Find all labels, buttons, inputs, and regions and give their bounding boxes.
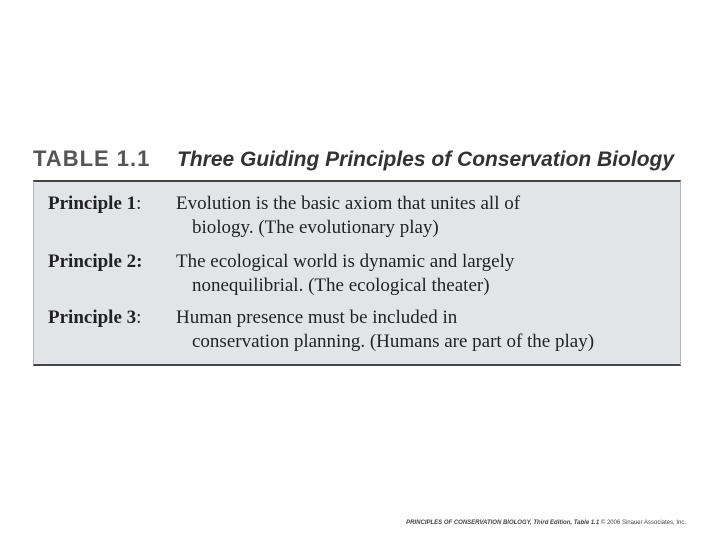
principles-table [33,180,681,366]
row-label: Principle 2: [48,251,143,272]
row-text [176,192,676,240]
table-title [33,146,674,172]
table-caption: Three Guiding Principles of Conservation Biology [177,148,675,171]
table-row [48,192,676,240]
row-text-line: Human presence must be included in [176,307,458,328]
book-citation: PRINCIPLES OF CONSERVATION BIOLOGY, Third Edition, Table 1.1 [406,520,600,526]
table-number: TABLE 1.1 [33,146,151,171]
copyright: © 2006 Sinauer Associates, Inc. [600,520,686,526]
row-text-line: biology. (The evolutionary play) [192,217,439,238]
table-row [48,306,676,354]
row-text [176,250,676,298]
row-text-line: conservation planning. (Humans are part of the play) [192,331,595,352]
table-row [48,250,676,298]
source-credit [406,520,686,526]
row-text-line: nonequilibrial. (The ecological theater) [192,275,490,296]
row-label: Principle 3: [48,307,142,328]
row-text-line: The ecological world is dynamic and largely [176,251,515,272]
row-text-line: Evolution is the basic axiom that unites all of [176,193,521,214]
row-text [176,306,676,354]
row-label: Principle 1: [48,193,142,214]
